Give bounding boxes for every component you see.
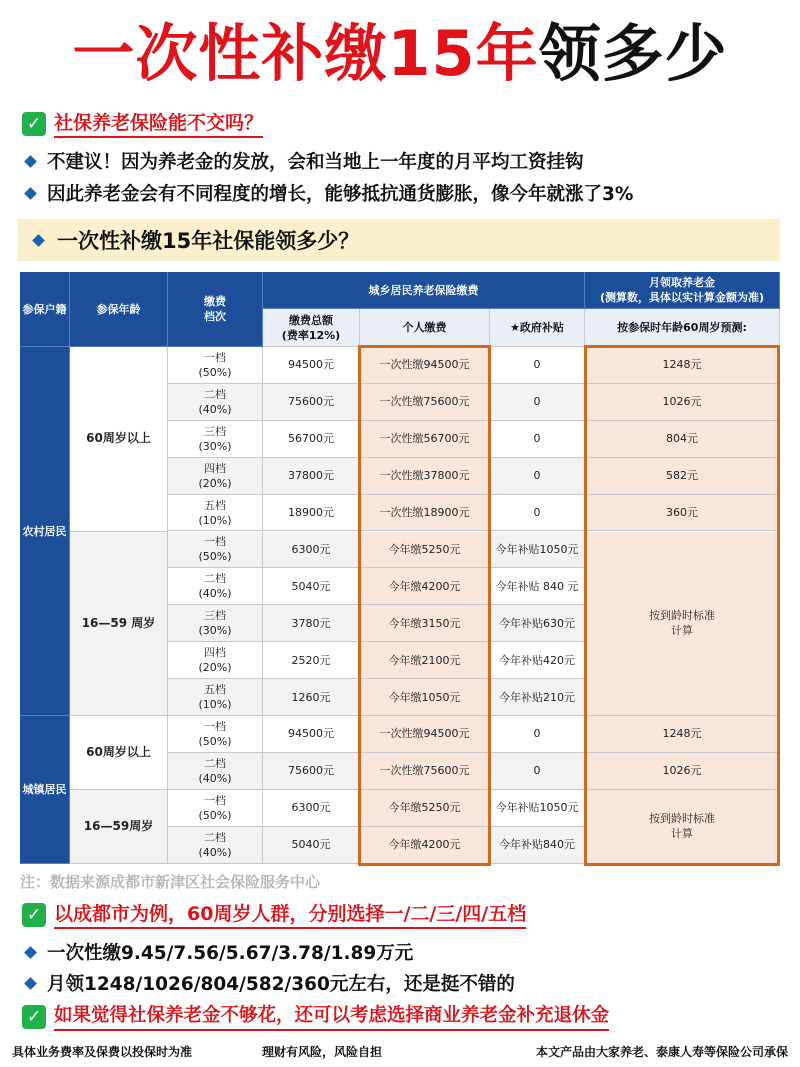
tier-cell: 三档 (30%) <box>168 605 263 642</box>
section2-bullet-2-text: 月领1248/1026/804/582/360元左右，还是挺不错的 <box>47 974 515 995</box>
pension-merged-cell: 按到龄时标准 计算 <box>585 532 780 717</box>
subsidy-cell: 0 <box>490 384 585 421</box>
section2-bullet-1-text: 一次性缴9.45/7.56/5.67/3.78/1.89万元 <box>47 943 414 964</box>
subsidy-cell: 今年补贴630元 <box>490 605 585 642</box>
section2-bullet-2 <box>26 970 515 996</box>
total-cell: 5040元 <box>263 568 360 605</box>
age-group: 16—59周岁 <box>70 790 168 864</box>
personal-cell: 今年缴1050元 <box>360 679 490 716</box>
subsidy-cell: 0 <box>490 753 585 790</box>
section1-bullet-2-text: 因此养老金会有不同程度的增长，能够抵抗通货膨胀，像今年就涨了3% <box>47 184 634 205</box>
subsidy-cell: 今年补贴840元 <box>490 827 585 864</box>
footer-left: 具体业务费率及保费以投保时为准 <box>12 1045 193 1059</box>
check-icon: ✓ <box>22 903 46 927</box>
personal-cell: 一次性缴75600元 <box>360 753 490 790</box>
age-group: 16—59 周岁 <box>70 532 168 717</box>
header-tier: 缴费 档次 <box>168 272 263 347</box>
tier-cell: 三档 (30%) <box>168 421 263 458</box>
subsidy-cell: 今年补贴420元 <box>490 642 585 679</box>
tier-cell: 四档 (20%) <box>168 642 263 679</box>
total-cell: 75600元 <box>263 753 360 790</box>
footer <box>0 1036 800 1067</box>
total-cell: 18900元 <box>263 495 360 532</box>
section1-heading <box>22 110 263 138</box>
header-pension-sub: 按参保时年龄60周岁预测: <box>585 309 780 347</box>
pension-cell: 1026元 <box>585 384 780 421</box>
pension-merged-cell: 按到龄时标准 计算 <box>585 790 780 864</box>
subsidy-cell: 0 <box>490 421 585 458</box>
subsidy-cell: 今年补贴1050元 <box>490 790 585 827</box>
total-cell: 2520元 <box>263 642 360 679</box>
tier-cell: 二档 (40%) <box>168 568 263 605</box>
tier-cell: 一档 (50%) <box>168 716 263 753</box>
tier-cell: 一档 (50%) <box>168 532 263 569</box>
total-cell: 94500元 <box>263 716 360 753</box>
age-group: 60周岁以上 <box>70 347 168 532</box>
header-age: 参保年龄 <box>70 272 168 347</box>
pension-cell: 804元 <box>585 421 780 458</box>
personal-cell: 今年缴3150元 <box>360 605 490 642</box>
section3-heading-text: 如果觉得社保养老金不够花，还可以考虑选择商业养老金补充退休金 <box>54 1003 609 1031</box>
pension-table <box>20 272 780 865</box>
personal-cell: 一次性缴94500元 <box>360 347 490 384</box>
header-pension: 月领取养老金 (测算数，具体以实计算金额为准) <box>585 272 780 309</box>
check-icon: ✓ <box>22 1005 46 1029</box>
personal-cell: 今年缴4200元 <box>360 827 490 864</box>
household-urban: 城镇居民 <box>20 716 70 864</box>
subsidy-cell: 0 <box>490 347 585 384</box>
check-icon: ✓ <box>22 112 46 136</box>
personal-cell: 一次性缴75600元 <box>360 384 490 421</box>
pension-cell: 1248元 <box>585 716 780 753</box>
personal-cell: 一次性缴18900元 <box>360 495 490 532</box>
tier-cell: 二档 (40%) <box>168 384 263 421</box>
diamond-bullet-icon <box>32 234 45 247</box>
tier-cell: 四档 (20%) <box>168 458 263 495</box>
section1-bullet-1-text: 不建议！因为养老金的发放，会和当地上一年度的月平均工资挂钩 <box>47 152 584 173</box>
section-banner <box>18 219 780 261</box>
section3-heading <box>22 1003 609 1031</box>
source-note: 注：数据来源成都市新津区社会保险服务中心 <box>20 873 321 891</box>
pension-cell: 360元 <box>585 495 780 532</box>
household-rural: 农村居民 <box>20 347 70 716</box>
section1-bullet-1 <box>26 148 584 174</box>
diamond-bullet-icon <box>24 977 37 990</box>
subsidy-cell: 0 <box>490 495 585 532</box>
tier-cell: 一档 (50%) <box>168 347 263 384</box>
diamond-bullet-icon <box>24 155 37 168</box>
personal-cell: 今年缴4200元 <box>360 568 490 605</box>
tier-cell: 五档 (10%) <box>168 679 263 716</box>
pension-cell: 1026元 <box>585 753 780 790</box>
banner-text: 一次性补缴15年社保能领多少？ <box>57 229 360 253</box>
diamond-bullet-icon <box>24 946 37 959</box>
total-cell: 3780元 <box>263 605 360 642</box>
pension-cell: 582元 <box>585 458 780 495</box>
tier-cell: 二档 (40%) <box>168 827 263 864</box>
total-cell: 56700元 <box>263 421 360 458</box>
age-group: 60周岁以上 <box>70 716 168 790</box>
footer-right: 本文产品由大家养老、泰康人寿等保险公司承保 <box>535 1045 788 1059</box>
total-cell: 1260元 <box>263 679 360 716</box>
total-cell: 75600元 <box>263 384 360 421</box>
section2-heading-text: 以成都市为例，60周岁人群，分别选择一/二/三/四/五档 <box>54 901 526 929</box>
subsidy-cell: 今年补贴210元 <box>490 679 585 716</box>
header-personal: 个人缴费 <box>360 309 490 347</box>
total-cell: 6300元 <box>263 790 360 827</box>
personal-cell: 今年缴2100元 <box>360 642 490 679</box>
title-part2: 领多少 <box>538 17 728 90</box>
section1-bullet-2 <box>26 180 633 206</box>
personal-cell: 一次性缴37800元 <box>360 458 490 495</box>
diamond-bullet-icon <box>24 187 37 200</box>
total-cell: 6300元 <box>263 532 360 569</box>
tier-cell: 一档 (50%) <box>168 790 263 827</box>
personal-cell: 一次性缴56700元 <box>360 421 490 458</box>
section1-heading-text: 社保养老保险能不交吗？ <box>54 110 263 138</box>
section2-bullet-1 <box>26 939 413 965</box>
title-part1: 一次性补缴15年 <box>72 17 539 90</box>
tier-cell: 二档 (40%) <box>168 753 263 790</box>
header-group: 城乡居民养老保险缴费 <box>263 272 585 309</box>
tier-cell: 五档 (10%) <box>168 495 263 532</box>
personal-cell: 今年缴5250元 <box>360 532 490 569</box>
header-household: 参保户籍 <box>20 272 70 347</box>
pension-cell: 1248元 <box>585 347 780 384</box>
header-total: 缴费总额 (费率12%) <box>263 309 360 347</box>
page-title <box>0 14 800 94</box>
subsidy-cell: 今年补贴1050元 <box>490 532 585 569</box>
total-cell: 37800元 <box>263 458 360 495</box>
total-cell: 94500元 <box>263 347 360 384</box>
section2-heading <box>22 901 526 929</box>
header-subsidy: ★政府补贴 <box>490 309 585 347</box>
total-cell: 5040元 <box>263 827 360 864</box>
personal-cell: 一次性缴94500元 <box>360 716 490 753</box>
footer-middle: 理财有风险，风险自担 <box>262 1045 383 1059</box>
personal-cell: 今年缴5250元 <box>360 790 490 827</box>
subsidy-cell: 0 <box>490 716 585 753</box>
subsidy-cell: 今年补贴 840 元 <box>490 568 585 605</box>
subsidy-cell: 0 <box>490 458 585 495</box>
